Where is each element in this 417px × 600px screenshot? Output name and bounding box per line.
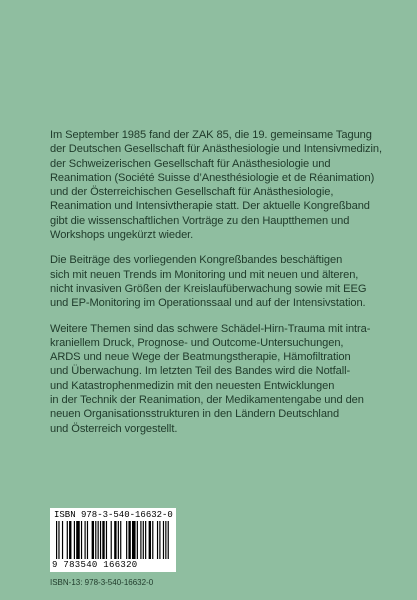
barcode-bar [165,521,166,559]
barcode-bar [62,521,63,559]
barcode-isbn-label: ISBN 978-3-540-16632-0 [54,510,173,520]
text-line: ARDS und neue Wege der Beatmungstherapie, Hämofiltration [50,351,351,364]
barcode-bar [152,521,153,559]
text-line: kraniellem Druck, Prognose- und Outcome-Untersuchungen, [50,336,344,349]
barcode-bar [95,521,96,559]
barcode-bar [111,521,112,559]
text-line: Reanimation und Intensivtherapie statt. Der aktuelle Kongreßband [50,200,370,213]
barcode-bar [98,521,99,559]
barcode-bars [56,521,170,559]
text-line: Reanimation (Société Suisse d’Anesthésiologie et de Réanimation) [50,171,375,184]
barcode-bar [56,521,57,559]
barcode-bar [87,521,88,559]
text-line: Weitere Themen sind das schwere Schädel-Hirn-Trauma mit intra- [50,322,371,335]
barcode-bar [168,521,169,559]
barcode-bar [149,521,151,559]
barcode-bar [128,521,130,559]
barcode-bar [126,521,127,559]
text-line: sich mit neuen Trends im Monitoring und mit neuen und älteren, [50,268,359,281]
text-line: der Schweizerischen Gesellschaft für Anästhesiologie und [50,157,331,170]
barcode-digits: 9 783540 166320 [52,560,138,570]
barcode [50,508,176,572]
text-line: nicht invasiven Größen der Kreislaufüberwachung sowie mit EEG [50,282,367,295]
barcode-bar [157,521,158,559]
barcode-bar [140,521,141,559]
text-line: und der Österreichischen Gesellschaft für Anästhesiologie, [50,186,334,199]
paragraph-3 [50,322,384,436]
barcode-bar [143,521,144,559]
barcode-bar [102,521,104,559]
text-line: neuen Organisationsstrukturen in den Ländern Deutschland [50,408,340,421]
barcode-bar [85,521,86,559]
barcode-bar [163,521,164,559]
text-line: Im September 1985 fand der ZAK 85, die 19. gemeinsame Tagung [50,129,372,141]
barcode-bar [69,521,71,559]
barcode-bar [118,521,119,559]
blurb-text [50,128,384,447]
text-line: und Überwachung. Im letzten Teil des Bandes wird die Notfall- [50,365,351,378]
text-line: in der Technik der Reanimation, der Medikamentengabe und den [50,394,364,407]
barcode-bar [137,521,138,559]
paragraph-2 [50,253,384,310]
barcode-bar [132,521,136,559]
barcode-bar [114,521,116,559]
barcode-bar [76,521,80,559]
isbn-13: ISBN-13: 978-3-540-16632-0 [50,578,154,587]
barcode-bar [74,521,75,559]
paragraph-1 [50,128,384,242]
barcode-bar [159,521,160,559]
text-line: Workshops ungekürzt wieder. [50,229,194,242]
barcode-bar [106,521,107,559]
barcode-bar [145,521,146,559]
text-line: und Katastrophenmedizin mit den neuesten Entwicklungen [50,379,335,392]
barcode-bar [67,521,68,559]
barcode-bar [81,521,82,559]
barcode-bar [120,521,121,559]
barcode-bar [58,521,59,559]
text-line: Die Beiträge des vorliegenden Kongreßbandes beschäftigen [50,254,343,267]
text-line: und EP-Monitoring im Operationssaal und auf der Intensivstation. [50,297,366,310]
barcode-bar [100,521,101,559]
barcode-bar [92,521,94,559]
text-line: der Deutschen Gesellschaft für Anästhesiologie und Intensivmedizin, [50,143,382,156]
text-line: gibt die wissenschaftlichen Vorträge zu den Hauptthemen und [50,214,350,227]
text-line: und Österreich vorgestellt. [50,422,178,435]
